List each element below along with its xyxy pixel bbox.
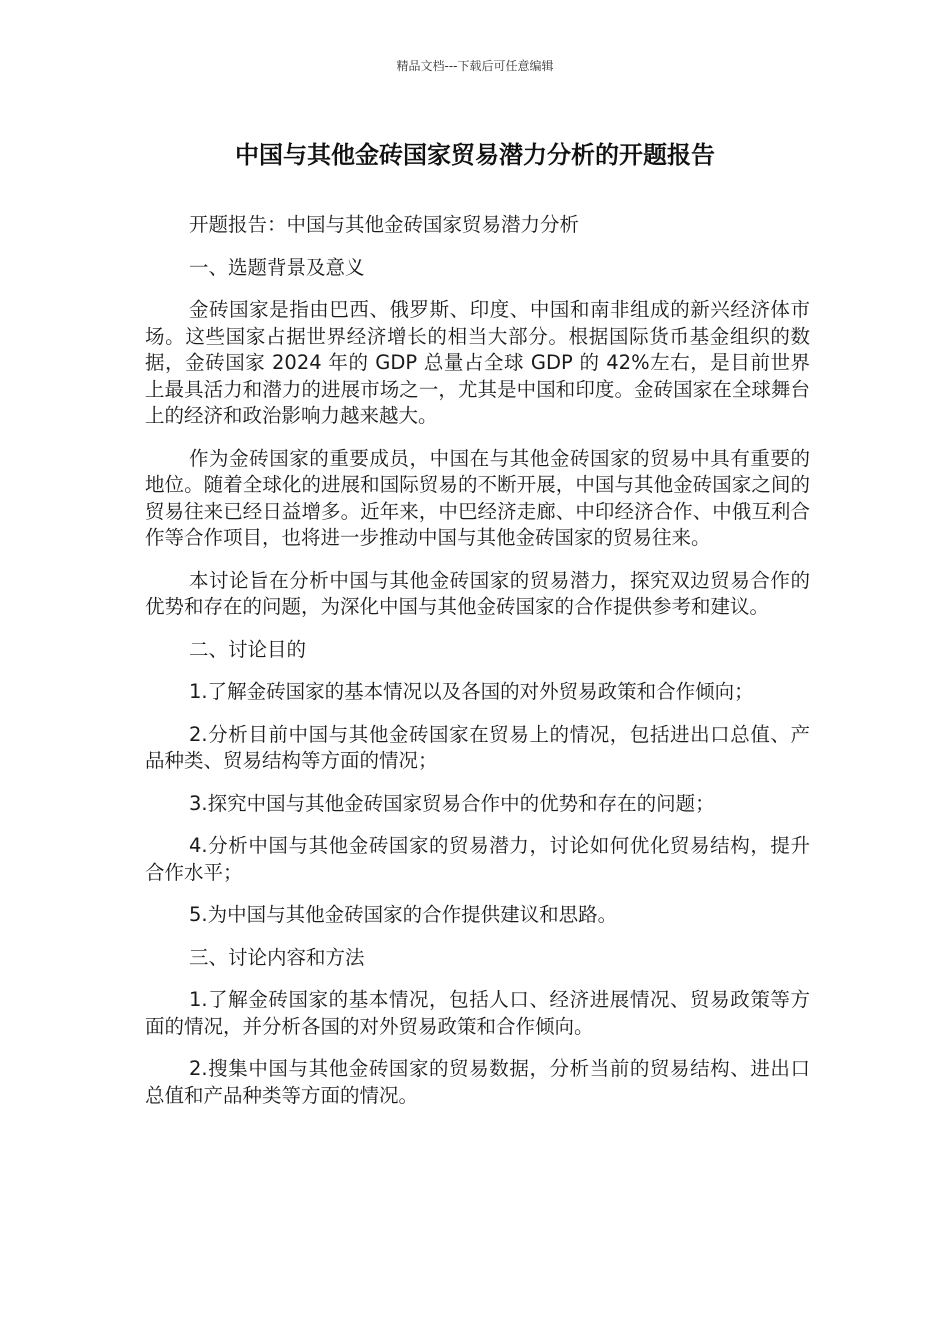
method-item-1: 1.了解金砖国家的基本情况，包括人口、经济进展情况、贸易政策等方面的情况，并分析各国的对外贸易政策和合作倾向。 [145, 988, 810, 1038]
objective-item-4: 4.分析中国与其他金砖国家的贸易潜力，讨论如何优化贸易结构，提升合作水平； [145, 834, 810, 884]
objective-item-3: 3.探究中国与其他金砖国家贸易合作中的优势和存在的问题； [189, 791, 715, 815]
paragraph-study-aim: 本讨论旨在分析中国与其他金砖国家的贸易潜力，探究双边贸易合作的优势和存在的问题，为深化中国与其他金砖国家的合作提供参考和建议。 [145, 568, 810, 618]
objective-item-5: 5.为中国与其他金砖国家的合作提供建议和思路。 [189, 903, 618, 926]
paragraph-china-role: 作为金砖国家的重要成员，中国在与其他金砖国家的贸易中具有重要的地位。随着全球化的进展和国际贸易的不断开展，中国与其他金砖国家之间的贸易往来已经日益增多。近年来，中巴经济走廊、中印经济合作、中俄互利合作等合作项目，也将进一步推动中国与其他金砖国家的贸易往来。 [145, 446, 810, 549]
objective-item-1: 1.了解金砖国家的基本情况以及各国的对外贸易政策和合作倾向； [189, 680, 754, 703]
document-title: 中国与其他金砖国家贸易潜力分析的开题报告 [235, 141, 715, 169]
paragraph-brics-intro: 金砖国家是指由巴西、俄罗斯、印度、中国和南非组成的新兴经济体市场。这些国家占据世界经济增长的相当大部分。根据国际货币基金组织的数据，金砖国家 2024 年的 GDP 总量占全球 GDP 的 42%左右，是目前世界上最具活力和潜力的进展市场之一，尤其是中国和印度。金砖国家在全球舞台上的经济和政治影响力越来越大。 [145, 298, 810, 427]
section-heading-background: 一、选题背景及意义 [189, 255, 365, 279]
section-heading-objectives: 二、讨论目的 [189, 637, 307, 661]
paragraph-report-subtitle: 开题报告：中国与其他金砖国家贸易潜力分析 [189, 213, 580, 236]
page-header-watermark: 精品文档---下载后可任意编辑 [396, 59, 554, 73]
section-heading-methods: 三、讨论内容和方法 [189, 945, 365, 969]
method-item-2: 2.搜集中国与其他金砖国家的贸易数据，分析当前的贸易结构、进出口总值和产品种类等方面的情况。 [145, 1057, 810, 1107]
objective-item-2: 2.分析目前中国与其他金砖国家在贸易上的情况，包括进出口总值、产品种类、贸易结构等方面的情况； [145, 722, 810, 772]
document-body [145, 212, 810, 1125]
